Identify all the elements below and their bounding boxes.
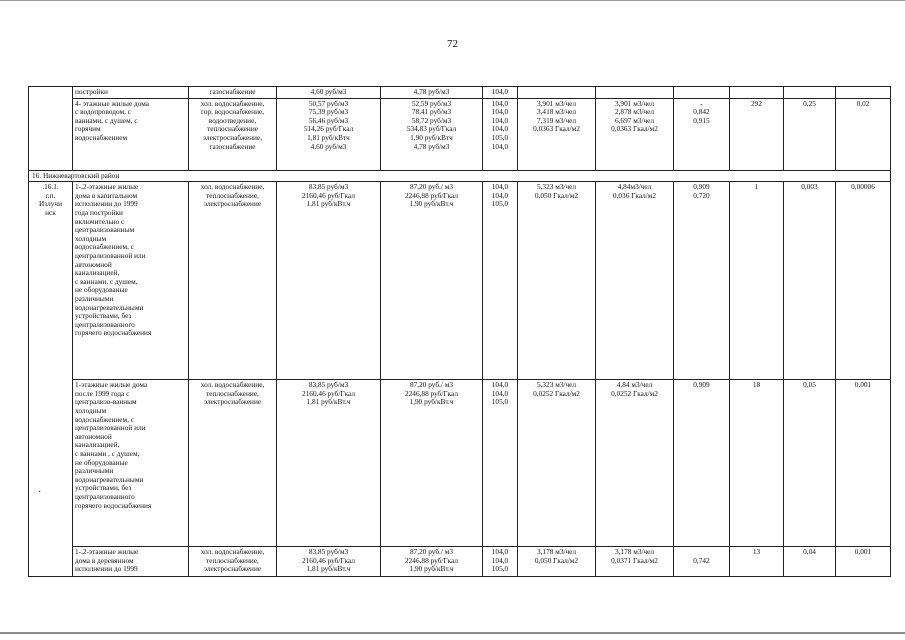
tariff-new-cell: 4,78 руб/м3 xyxy=(381,87,483,99)
index-cell: 104,0 104,0 105,0 xyxy=(483,380,518,547)
tariff-old-cell: 50,57 руб/м3 75,39 руб/м3 56,46 руб/м3 514,26 руб/Гкал 1,81 руб/кВтч 4,60 руб/м3 xyxy=(277,98,381,170)
description-cell: 1-,2-этажные жилые дома в деревянном исполнении до 1999 xyxy=(73,547,189,577)
tariff-table xyxy=(28,86,891,577)
scan-edge-top xyxy=(0,0,905,1)
coef-cell: - 0,842 0,915 xyxy=(674,98,730,170)
description-cell: 1-этажные жилые дома после 1999 года с централизо-ванным холодным водоснабжением, с централизованной или автономной канализацией, с ваннами , с душем, не оборудованые различными водонагревательными устройствами, без централизованного горячего водоснабжения xyxy=(73,380,189,547)
share2-cell: 0,00006 xyxy=(836,182,891,380)
tariff-new-cell: 87,20 руб./ м3 2246,88 руб/Гкал 1,90 руб/кВт.ч xyxy=(381,547,483,577)
index-cell: 104,0 104,0 105,0 xyxy=(483,182,518,380)
count-cell: 13 xyxy=(730,547,784,577)
table-row xyxy=(29,182,891,380)
share1-cell xyxy=(784,87,836,99)
index-cell: 104,0 104,0 104,0 104,0 105,0 104,0 xyxy=(483,98,518,170)
norm-new-cell: 4,84м3/чел 0,036 Гкал/м2 xyxy=(596,182,674,380)
share1-cell: 0,003 xyxy=(784,182,836,380)
tariff-new-cell: 87,20 руб./ м3 2246,88 руб/Гкал 1,90 руб/кВт.ч xyxy=(381,182,483,380)
norm-old-cell xyxy=(518,87,596,99)
share2-cell: 0,001 xyxy=(836,547,891,577)
tariff-old-cell: 83,85 руб/м3 2160,46 руб/Гкал 1,81 руб/кВт.ч xyxy=(277,547,381,577)
services-cell: газоснабжение xyxy=(189,87,277,99)
tariff-old-cell: 83,85 руб/м3 2160,46 руб/Гкал 1,81 руб/кВт.ч xyxy=(277,380,381,547)
district-heading: 16. Нижневартовский район xyxy=(29,170,891,182)
count-cell: 18 xyxy=(730,380,784,547)
coef-cell xyxy=(674,87,730,99)
tariff-old-cell: 83,85 руб/м3 2160,46 руб/Гкал 1,81 руб/кВт.ч xyxy=(277,182,381,380)
norm-old-cell: 3,901 м3/чел 3,418 м3/чел 7,319 м3/чел 0,0363 Гкал/м2 xyxy=(518,98,596,170)
norm-new-cell: 4,84 м3/чел 0,0252 Гкал/м2 xyxy=(596,380,674,547)
district-row xyxy=(29,170,891,182)
norm-old-cell: 3,178 м3/чел 0,050 Гкал/м2 xyxy=(518,547,596,577)
share1-cell: 0,05 xyxy=(784,380,836,547)
coef-cell: 0,742 xyxy=(674,547,730,577)
description-cell: 4- этажные жилые дома с водопроводом, с ваннами, с душем, с горячим водоснабжением xyxy=(73,98,189,170)
page-number: 72 xyxy=(447,38,458,50)
index-cell: 104,0 104,0 105,0 xyxy=(483,547,518,577)
norm-old-cell: 5,323 м3/чел 0,050 Гкал/м2 xyxy=(518,182,596,380)
share1-cell: 0,25 xyxy=(784,98,836,170)
services-cell: хол. водоснабжение, гор. водоснабжение, водоотведение, теплоснабжение электроснабжение, газоснабжение xyxy=(189,98,277,170)
share2-cell: 0,001 xyxy=(836,380,891,547)
count-cell: 1 xyxy=(730,182,784,380)
share2-cell xyxy=(836,87,891,99)
index-cell: 104,0 xyxy=(483,87,518,99)
tariff-old-cell: 4,60 руб/м3 xyxy=(277,87,381,99)
table-row xyxy=(29,380,891,547)
coef-cell: 0,909 xyxy=(674,380,730,547)
norm-new-cell xyxy=(596,87,674,99)
services-cell: хол. водоснабжение, теплоснабжение, электроснабжение xyxy=(189,182,277,380)
share2-cell: 0,02 xyxy=(836,98,891,170)
table-row xyxy=(29,547,891,577)
table-row xyxy=(29,87,891,99)
services-cell: хол. водоснабжение, теплоснабжение, электроснабжение xyxy=(189,547,277,577)
count-cell xyxy=(730,87,784,99)
services-cell: хол. водоснабжение, теплоснабжение, электроснабжение xyxy=(189,380,277,547)
count-cell: 292 xyxy=(730,98,784,170)
tariff-new-cell: 52,59 руб/м3 78,41 руб/м3 58,72 руб/м3 534,83 руб/Гкал 1,90 руб/кВтч 4,78 руб/м3 xyxy=(381,98,483,170)
scan-speck: · xyxy=(38,487,42,498)
locality-id-cell: .16.1. г.п. Излучи нск xyxy=(29,182,73,577)
scan-edge-bottom xyxy=(0,632,905,634)
id-cell xyxy=(29,87,73,171)
description-cell: 1-,2-этажные жилые дома в капитальном исполнении до 1999 года постройки включительно с централизованным холодным водоснабжением, с централизованной или автономной канализацией, с ваннами, с душем, не оборудованые различными водонагревательными устройствами, без централизованного горячего водоснабжения xyxy=(73,182,189,380)
tariff-new-cell: 87,20 руб./ м3 2246,88 руб/Гкал 1,90 руб/кВт.ч xyxy=(381,380,483,547)
share1-cell: 0,04 xyxy=(784,547,836,577)
table-row xyxy=(29,98,891,170)
norm-new-cell: 3,901 м3/чел 2,878 м3/чел 6,697 м3/чел 0,0363 Гкал/м2 xyxy=(596,98,674,170)
description-cell: постройки xyxy=(73,87,189,99)
norm-old-cell: 5,323 м3/чел 0,0252 Гкал/м2 xyxy=(518,380,596,547)
norm-new-cell: 3,178 м3/чел 0,0371 Гкал/м2 xyxy=(596,547,674,577)
coef-cell: 0,909 0,720 xyxy=(674,182,730,380)
